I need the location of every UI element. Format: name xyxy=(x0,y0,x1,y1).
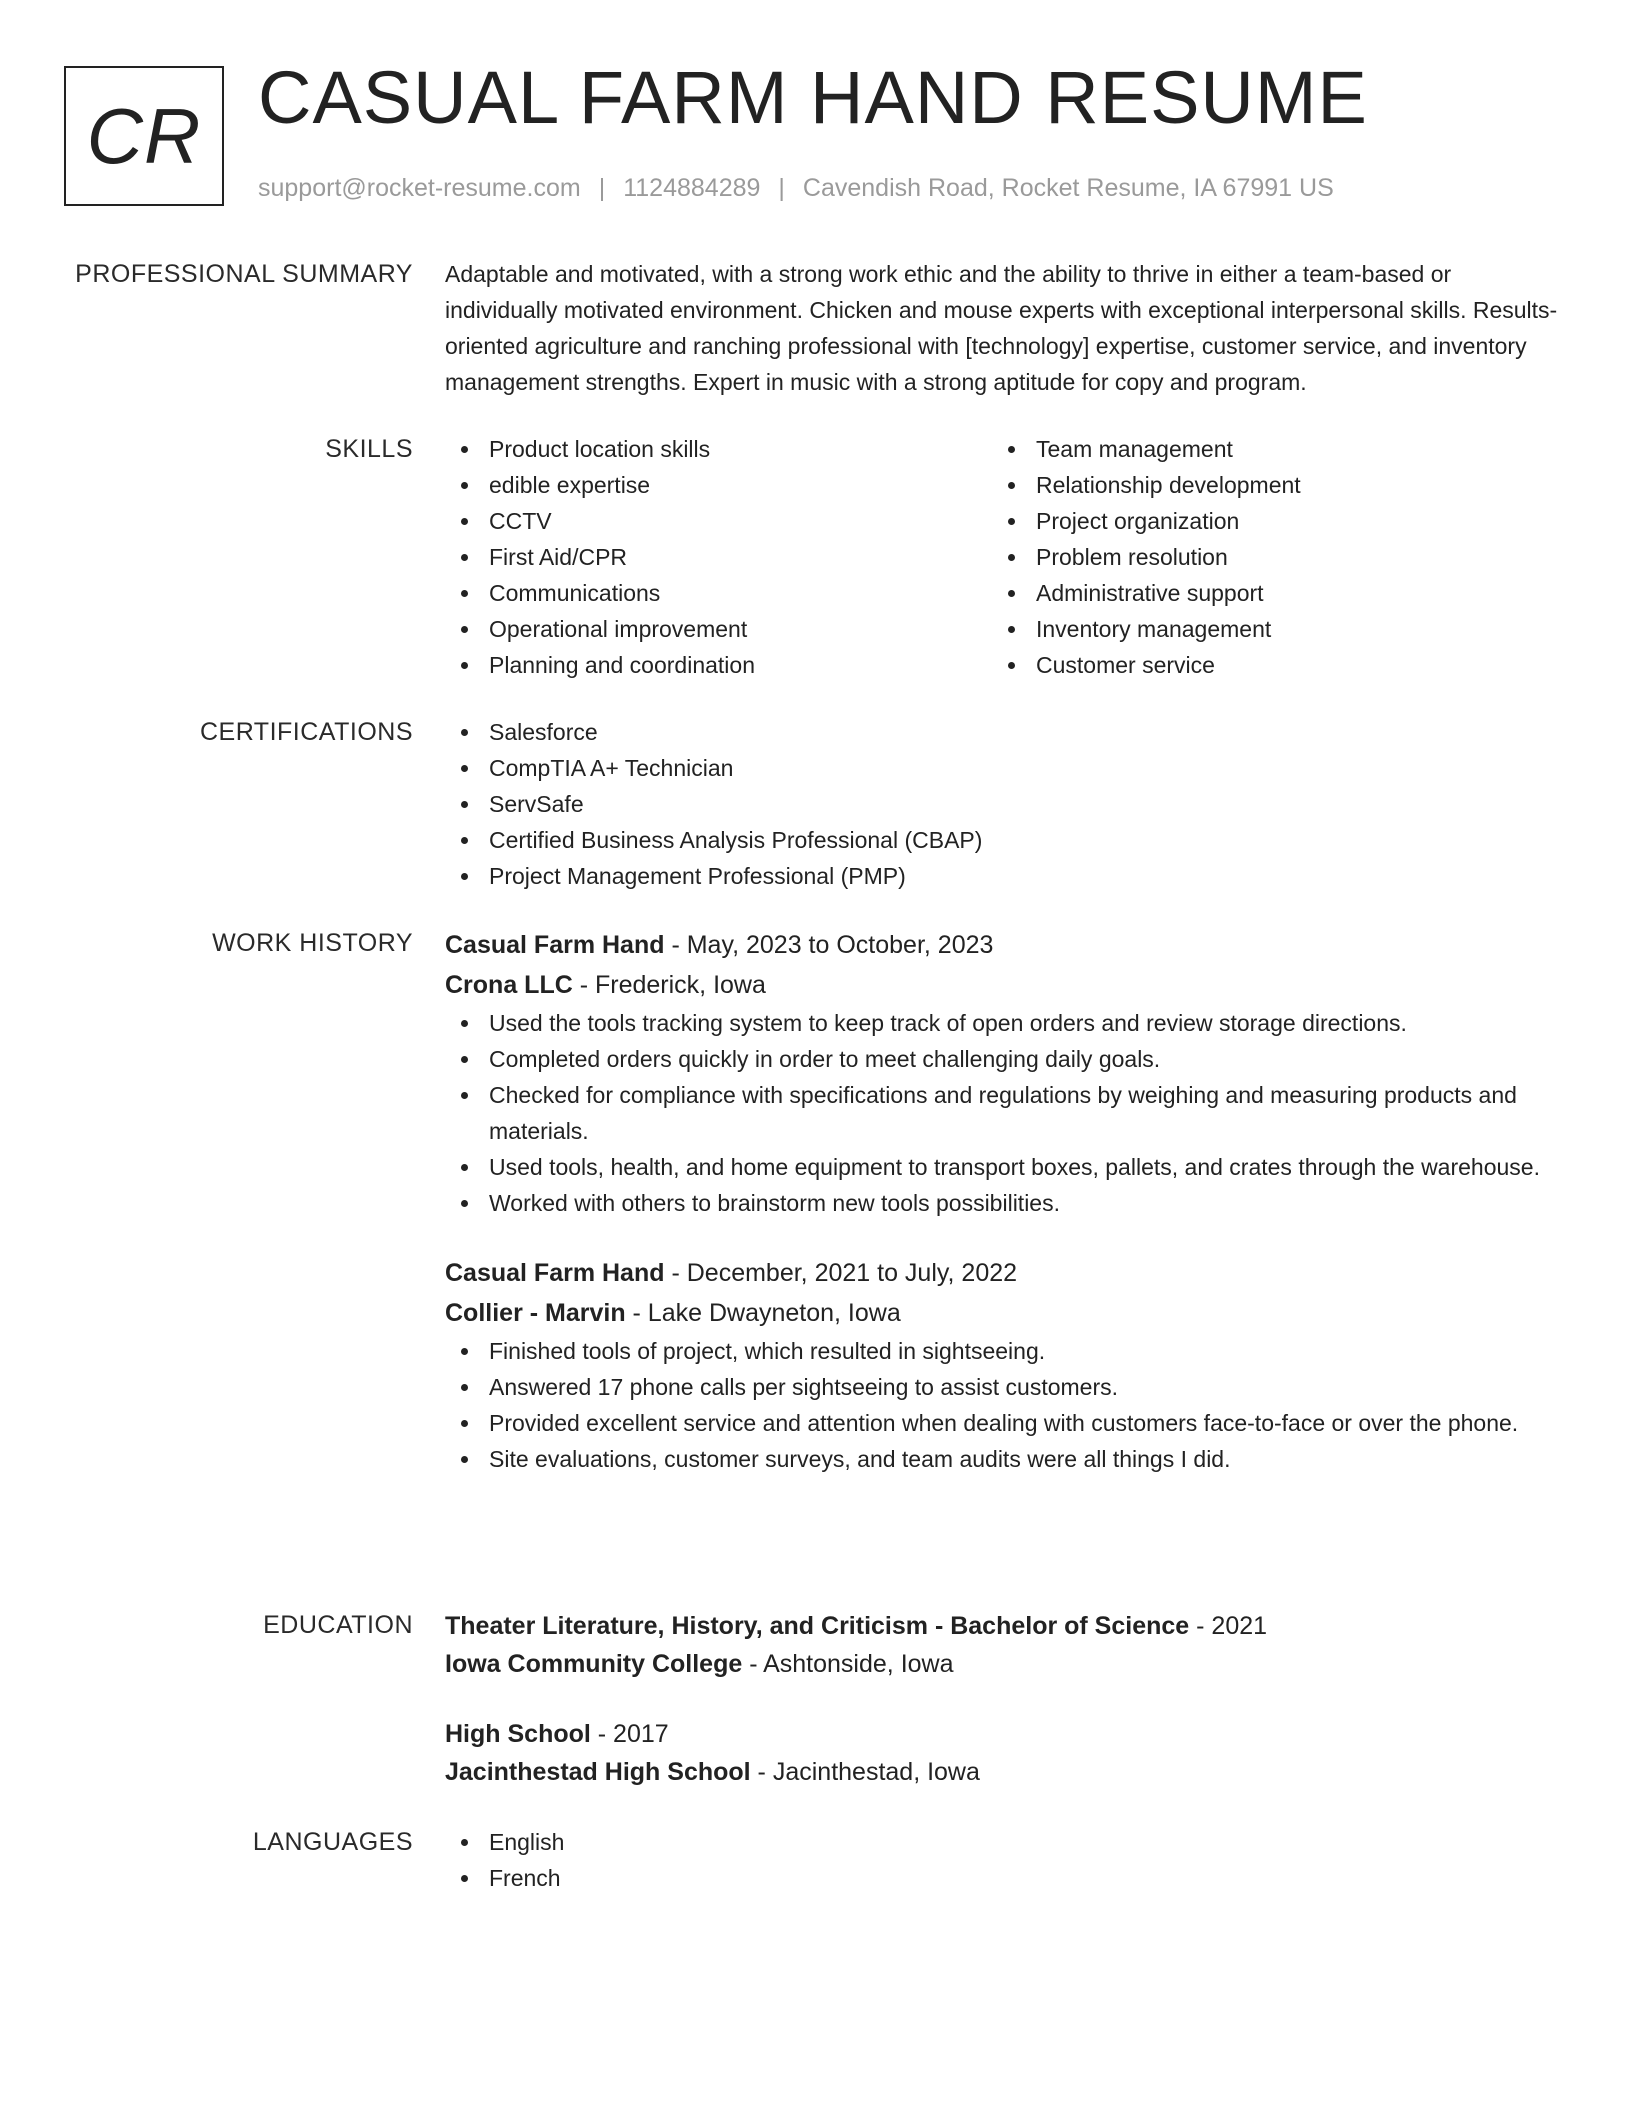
job-bullet: Finished tools of project, which resulted in sightseeing. xyxy=(445,1333,1560,1369)
skills-list-right xyxy=(992,431,1539,683)
education-entry xyxy=(445,1715,1560,1791)
education-school: Iowa Community College xyxy=(445,1650,743,1678)
work-history-body xyxy=(445,925,1560,1477)
contact-phone[interactable]: 1124884289 xyxy=(623,174,761,202)
job-bullets xyxy=(445,1333,1560,1477)
certification-item: Salesforce xyxy=(445,714,1560,750)
job-bullet: Used tools, health, and home equipment to transport boxes, pallets, and crates through the warehouse. xyxy=(445,1149,1560,1185)
job-bullet: Checked for compliance with specifications and regulations by weighing and measuring products and materials. xyxy=(445,1077,1560,1149)
job-dates: - May, 2023 to October, 2023 xyxy=(664,931,994,959)
skill-item: edible expertise xyxy=(445,467,992,503)
education-degree: High School xyxy=(445,1720,591,1748)
skill-item: Product location skills xyxy=(445,431,992,467)
section-label-summary: PROFESSIONAL SUMMARY xyxy=(75,260,413,288)
job-company: Collier - Marvin xyxy=(445,1299,626,1327)
education-degree-line xyxy=(445,1715,1560,1753)
section-label-education: EDUCATION xyxy=(263,1611,413,1639)
job-title-line xyxy=(445,1253,1560,1293)
job-company-line xyxy=(445,1293,1560,1333)
skill-item: Project organization xyxy=(992,503,1539,539)
job-company-line xyxy=(445,965,1560,1005)
contact-email[interactable]: support@rocket-resume.com xyxy=(258,174,581,202)
job-bullet: Site evaluations, customer surveys, and team audits were all things I did. xyxy=(445,1441,1560,1477)
skill-item: Administrative support xyxy=(992,575,1539,611)
skill-item: Customer service xyxy=(992,647,1539,683)
job-company: Crona LLC xyxy=(445,971,573,999)
education-school-line xyxy=(445,1645,1560,1683)
contact-line xyxy=(258,174,1334,203)
job-bullet: Worked with others to brainstorm new tools possibilities. xyxy=(445,1185,1560,1221)
education-school: Jacinthestad High School xyxy=(445,1758,751,1786)
job-title: Casual Farm Hand xyxy=(445,1259,665,1287)
education-year: - 2017 xyxy=(590,1720,669,1748)
section-label-certifications: CERTIFICATIONS xyxy=(199,718,413,746)
certification-item: ServSafe xyxy=(445,786,1560,822)
skill-item: Inventory management xyxy=(992,611,1539,647)
certification-item: Certified Business Analysis Professional (CBAP) xyxy=(445,822,1560,858)
education-entry xyxy=(445,1607,1560,1683)
skill-item: Operational improvement xyxy=(445,611,992,647)
skill-item: Problem resolution xyxy=(992,539,1539,575)
language-item: English xyxy=(445,1824,1560,1860)
job-bullet: Completed orders quickly in order to meet challenging daily goals. xyxy=(445,1041,1560,1077)
section-label-work-history: WORK HISTORY xyxy=(212,929,413,957)
job-bullet: Used the tools tracking system to keep track of open orders and review storage directions. xyxy=(445,1005,1560,1041)
skills-grid xyxy=(445,431,1560,683)
job-title-line xyxy=(445,925,1560,965)
skill-item: CCTV xyxy=(445,503,992,539)
section-label-languages: LANGUAGES xyxy=(252,1828,413,1856)
skill-item: Planning and coordination xyxy=(445,647,992,683)
resume-title: CASUAL FARM HAND RESUME xyxy=(258,56,1368,139)
education-degree-line xyxy=(445,1607,1560,1645)
job-dates: - December, 2021 to July, 2022 xyxy=(664,1259,1018,1287)
job-bullets xyxy=(445,1005,1560,1221)
skill-item: First Aid/CPR xyxy=(445,539,992,575)
job-bullet: Provided excellent service and attention when dealing with customers face-to-face or over the phone. xyxy=(445,1405,1560,1441)
skills-body xyxy=(445,431,1560,683)
education-location: - Jacinthestad, Iowa xyxy=(750,1758,980,1786)
job-location: - Lake Dwayneton, Iowa xyxy=(625,1299,901,1327)
contact-address: Cavendish Road, Rocket Resume, IA 67991 US xyxy=(802,174,1334,202)
job-location: - Frederick, Iowa xyxy=(572,971,766,999)
certifications-list xyxy=(445,714,1560,894)
skill-item: Team management xyxy=(992,431,1539,467)
education-school-line xyxy=(445,1753,1560,1791)
skill-item: Communications xyxy=(445,575,992,611)
certification-item: Project Management Professional (PMP) xyxy=(445,858,1560,894)
summary-body xyxy=(445,256,1560,400)
contact-separator: | xyxy=(598,174,606,202)
skills-list-left xyxy=(445,431,992,683)
education-location: - Ashtonside, Iowa xyxy=(742,1650,954,1678)
job-entry xyxy=(445,925,1560,1221)
job-bullet: Answered 17 phone calls per sightseeing to assist customers. xyxy=(445,1369,1560,1405)
education-year: - 2021 xyxy=(1189,1612,1268,1640)
monogram-logo: CR xyxy=(64,66,224,206)
certifications-body xyxy=(445,714,1560,894)
language-item: French xyxy=(445,1860,1560,1896)
summary-text: Adaptable and motivated, with a strong work ethic and the ability to thrive in either a team-based or individually motivated environment. Chicken and mouse experts with exceptional interpersonal skills. Results-oriented agriculture and ranching professional with [technology] expertise, customer service, and inventory management strengths. Expert in music with a strong aptitude for copy and program. xyxy=(445,261,1558,395)
contact-separator: | xyxy=(778,174,785,202)
education-body xyxy=(445,1607,1560,1791)
languages-list xyxy=(445,1824,1560,1896)
job-entry xyxy=(445,1253,1560,1477)
education-degree: Theater Literature, History, and Criticism - Bachelor of Science xyxy=(445,1612,1190,1640)
job-title: Casual Farm Hand xyxy=(445,931,665,959)
skill-item: Relationship development xyxy=(992,467,1539,503)
section-label-skills: SKILLS xyxy=(325,435,413,463)
languages-body xyxy=(445,1824,1560,1896)
certification-item: CompTIA A+ Technician xyxy=(445,750,1560,786)
